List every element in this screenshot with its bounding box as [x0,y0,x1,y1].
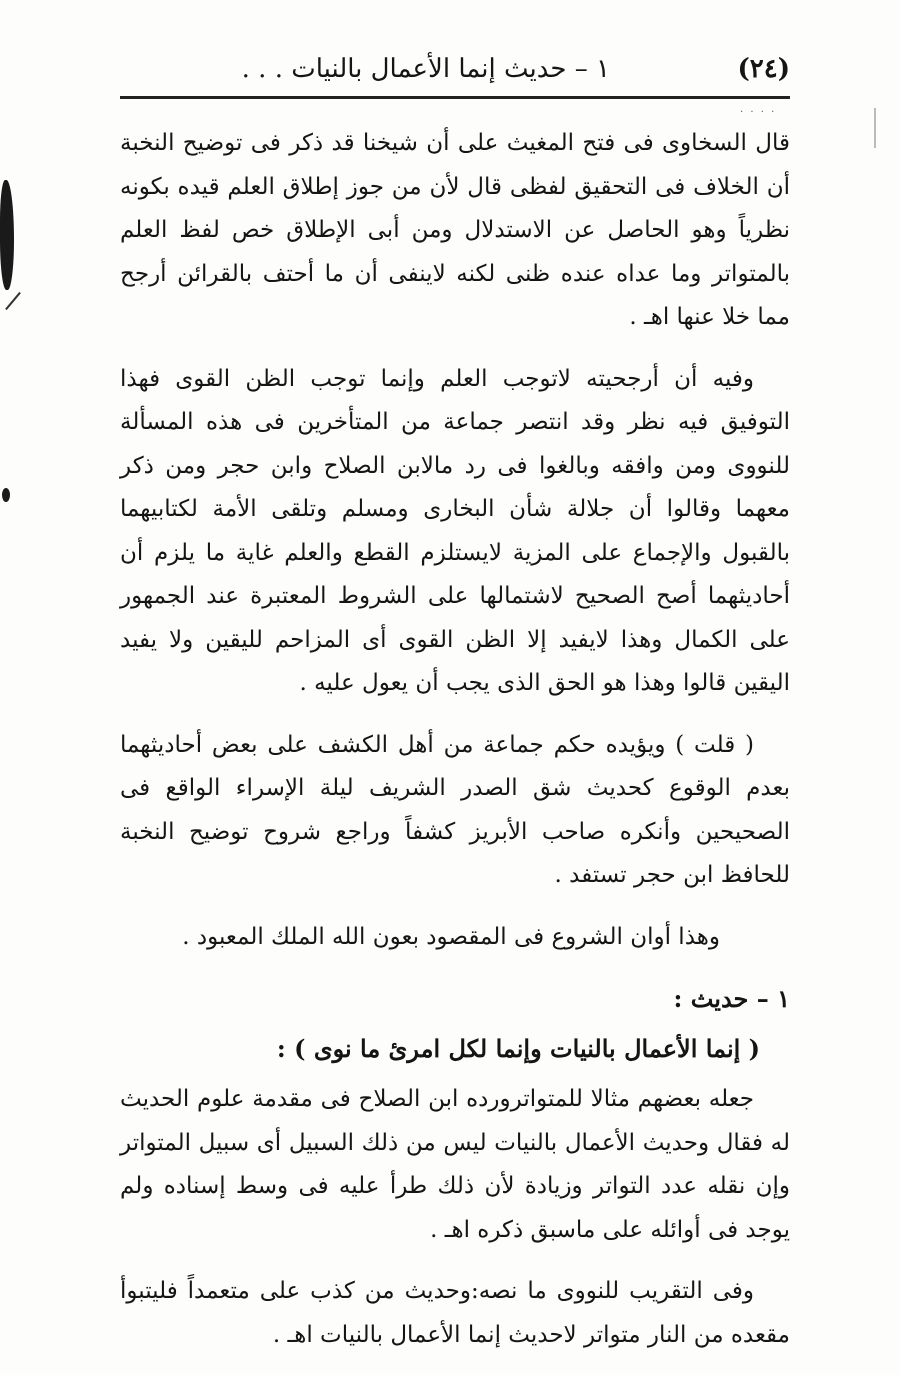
paragraph-qultu: ( قلت ) ويؤيده حكم جماعة من أهل الكشف على بعض أحاديثهما بعدم الوقوع كحديث شق الصدر الشريف ليلة الإسراء الواقع فى الصحيحين وأنكره صاحب الأبريز كشفاً وراجع شروح توضيح النخبة للحافظ ابن حجر تستفد . [120,731,790,888]
paragraph-objection: وفيه أن أرجحيته لاتوجب العلم وإنما توجب الظن القوى فهذا التوفيق فيه نظر وقد انتصر جماعة من المتأخرين فى هذه المسألة للنووى ومن وافقه وبالغوا فى رد مالابن الصلاح وابن حجر ومن ذكر معهما وقالوا أن جلالة شأن البخارى ومسلم وتلقى الأمة لكتابيهما بالقبول والإجماع على المزية لايستلزم القطع والعلم غاية ما يلزم أن أحاديثهما أصح الصحيح لاشتمالها على الشروط المعتبرة عند الجمهور على الكمال وهذا لايفيد إلا الظن القوى أى المزاحم لليقين ولا يفيد اليقين قالوا وهذا هو الحق الذى يجب أن يعول عليه . [120,365,790,696]
hadith-title: ( إنما الأعمال بالنيات وإنما لكل امرئ ما نوى ) : [276,1033,760,1063]
running-title: ١ – حديث إنما الأعمال بالنيات . . . [241,54,610,84]
header-rule [120,96,790,99]
page-body [120,122,790,1375]
margin-ink-blot [0,180,14,290]
paragraph-transition: وهذا أوان الشروع فى المقصود بعون الله الملك المعبود . [182,923,720,950]
paragraph-sakhawi: قال السخاوى فى فتح المغيث على أن شيخنا قد ذكر فى توضيح النخبة أن الخلاف فى التحقيق لفظى قال لأن من جوز إطلاق العلم قيده بكونه نظرياً وهو الحاصل عن الاستدلال ومن أبى الإطلاق خص لفظ العلم بالمتواتر وما عداه عنده ظنى لكنه لاينفى أن ما أحتف بالقرائن أرجح مما خلا عنها اهـ . [120,130,790,330]
page-number: (٢٤) [737,54,790,84]
header-rule-dots: . . . . [740,104,777,115]
margin-faint-mark [874,108,876,148]
section-heading: ١ – حديث : [673,984,790,1013]
paragraph-nawawi: وفى التقريب للنووى ما نصه:وحديث من كذب على متعمداً فليتبوأ مقعده من النار متواتر لاحديث إنما الأعمال بالنيات اهـ . [120,1278,790,1348]
page-header [120,50,790,90]
margin-ink-dot [2,488,10,502]
margin-pencil-stroke [5,292,21,310]
paragraph-ibn-salah: جعله بعضهم مثالا للمتواترورده ابن الصلاح فى مقدمة علوم الحديث له فقال وحديث الأعمال بالنيات ليس من ذلك السبيل أى سبيل المتواتر وإن نقله عدد التواتر وزيادة لأن ذلك طرأ عليه فى وسط إسناده ولم يوجد فى أوائله على ماسبق ذكره اهـ . [120,1086,790,1243]
